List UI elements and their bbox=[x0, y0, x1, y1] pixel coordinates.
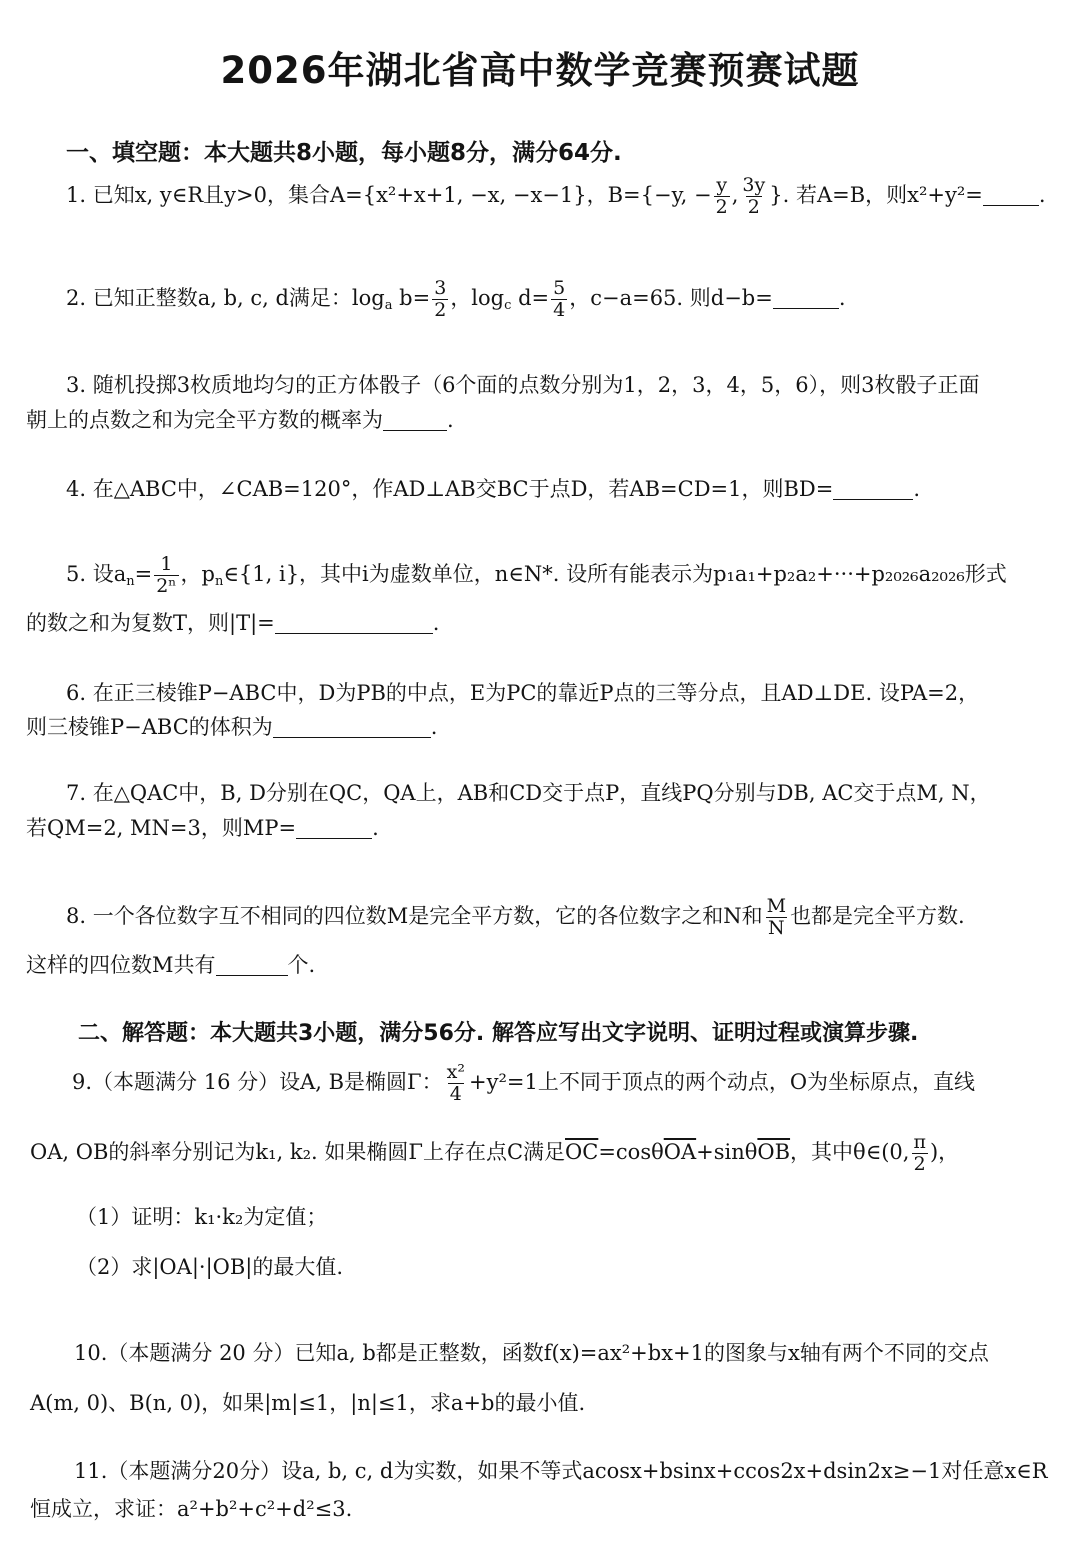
question-5-line-2: 的数之和为复数T，则|T|= . bbox=[26, 611, 440, 635]
question-6-line-2: 则三棱锥P−ABC的体积为 . bbox=[26, 715, 438, 739]
question-10-line-1: 10.（本题满分 20 分）已知a, b都是正整数，函数f(x)=ax²+bx+1的图象与x轴有两个不同的交点 bbox=[74, 1341, 989, 1365]
q2-answer-blank[interactable] bbox=[773, 286, 839, 309]
q9-text-l2e: )， bbox=[929, 1140, 960, 1164]
q1-text-post: }. 若A=B，则x²+y²= bbox=[769, 183, 983, 207]
q9-text-l2d: ，其中θ∈(0, bbox=[790, 1140, 910, 1164]
q9-vector-ob: $\overline{OB}$ bbox=[757, 1140, 791, 1164]
question-7-line-1: 7. 在△QAC中，B, D分别在QC，QA上，AB和CD交于点P，直线PQ分别与DB, AC交于点M, N， bbox=[66, 781, 991, 805]
q5-answer-blank[interactable] bbox=[275, 611, 433, 634]
q9-text-l2b: =cosθ bbox=[598, 1140, 664, 1164]
question-2: 2. 已知正整数a, b, c, d满足：$\log_a b=$ $\frac{3}{2}$ ，$\log_c d=$ $\frac{5}{4}$ ，c−a=65. 则d−b= . bbox=[66, 277, 846, 321]
question-8-line-1 bbox=[66, 896, 965, 939]
q4-answer-blank[interactable] bbox=[833, 477, 913, 500]
q7-answer-blank[interactable] bbox=[296, 816, 372, 839]
question-11-line-1: 11.（本题满分20分）设a, b, c, d为实数，如果不等式acosx+bsinx+ccos2x+dsin2x≥−1对任意x∈R bbox=[74, 1459, 1048, 1483]
q8-text-l2a: 这样的四位数M共有 bbox=[26, 953, 216, 977]
question-11-line-2: 恒成立，求证：a²+b²+c²+d²≤3. bbox=[30, 1497, 353, 1521]
q6-answer-blank[interactable] bbox=[273, 715, 431, 738]
q9-vector-oc: $\overline{OC}$ bbox=[565, 1140, 599, 1164]
q8-answer-blank[interactable] bbox=[216, 953, 288, 976]
page-title: 2026年湖北省高中数学竞赛预赛试题 bbox=[220, 49, 860, 92]
section-heading-solutions: 二、解答题：本大题共3小题，满分56分. 解答应写出文字说明、证明过程或演算步骤. bbox=[78, 1021, 919, 1046]
q8-text-post: 也都是完全平方数. bbox=[790, 904, 965, 928]
q9-text-l2a: OA, OB的斜率分别记为k₁, k₂. 如果椭圆Γ上存在点C满足 bbox=[30, 1140, 566, 1164]
q9-text-post: +y²=1上不同于顶点的两个动点，O为坐标原点，直线 bbox=[468, 1070, 976, 1094]
q8-text-l2b: 个. bbox=[287, 953, 316, 977]
q2-log-base-c: c bbox=[504, 298, 512, 313]
q5-sub-n: n bbox=[126, 574, 135, 589]
q2-text-post: ，c−a=65. 则d−b= bbox=[569, 286, 773, 310]
q9-fraction-x2-over-4: $\frac{\text{x²}}{4}$ bbox=[446, 1061, 465, 1105]
q7-text: 若QM=2, MN=3，则MP= bbox=[26, 816, 297, 840]
q5-eq: = bbox=[134, 562, 153, 586]
q5-text-mid: ，p bbox=[180, 562, 215, 586]
q2-fraction-3-over-2: $\frac{3}{2}$ bbox=[434, 277, 447, 321]
q5-fraction-1-over-2n: $\frac{1}{\text{2ⁿ}}$ bbox=[156, 553, 177, 597]
question-8-line-2 bbox=[26, 950, 315, 980]
q2-text-mid3: d= bbox=[511, 286, 550, 310]
question-7-line-2: 若QM=2, MN=3，则MP= . bbox=[26, 816, 379, 840]
q9-vector-oa: $\overline{OA}$ bbox=[663, 1140, 697, 1164]
question-9-line-2 bbox=[30, 1132, 959, 1175]
question-9-line-1 bbox=[72, 1062, 975, 1105]
q8-fraction-M-over-N: $\frac{M}{N}$ bbox=[766, 895, 787, 939]
q2-log-base-a: a bbox=[384, 298, 393, 313]
q2-text-mid2: ，log bbox=[450, 286, 505, 310]
question-3-line-1: 3. 随机投掷3枚质地均匀的正方体骰子（6个面的点数分别为1，2，3，4，5，6），则3枚骰子正面 bbox=[66, 373, 980, 397]
q9-text-pre: 9.（本题满分 16 分）设A, B是椭圆Γ： bbox=[72, 1070, 443, 1094]
q1-text-pre: 1. 已知x, y∈R且y>0，集合A={x²+x+1, −x, −x−1}，B={−y, − bbox=[66, 183, 712, 207]
q9-text-l2c: +sinθ bbox=[696, 1140, 758, 1164]
q8-text-pre: 8. 一个各位数字互不相同的四位数M是完全平方数，它的各位数字之和N和 bbox=[66, 904, 763, 928]
q3-text: 朝上的点数之和为完全平方数的概率为 bbox=[26, 408, 383, 432]
q5-sub-n2: n bbox=[214, 574, 224, 589]
q6-text: 则三棱锥P−ABC的体积为 bbox=[26, 715, 273, 739]
q3-answer-blank[interactable] bbox=[383, 408, 447, 431]
q5-text-l2: 的数之和为复数T，则|T|= bbox=[26, 611, 275, 635]
section-heading-fill-in: 一、填空题：本大题共8小题，每小题8分，满分64分. bbox=[66, 140, 622, 166]
q2-text-mid1: b= bbox=[392, 286, 431, 310]
question-1: 1. 已知x, y∈R且y>0，集合A={x²+x+1, −x, −x−1}，B={−y, − $\frac{y}{2}$ , $\frac{3y}{2}$ }. 若A=B，则x²+y²= . bbox=[66, 174, 1046, 218]
q4-text: 4. 在△ABC中，∠CAB=120°，作AD⊥AB交BC于点D，若AB=CD=1，则BD= bbox=[66, 477, 834, 501]
question-4: 4. 在△ABC中，∠CAB=120°，作AD⊥AB交BC于点D，若AB=CD=1，则BD= . bbox=[66, 477, 921, 501]
q2-text-pre: 2. 已知正整数a, b, c, d满足：log bbox=[66, 286, 385, 310]
question-5-line-1 bbox=[66, 554, 1007, 597]
q1-answer-blank[interactable] bbox=[983, 183, 1039, 206]
question-9-part-2: （2）求|OA|·|OB|的最大值. bbox=[76, 1255, 344, 1279]
q5-text-post: ∈{1, i}，其中i为虚数单位，n∈N*. 设所有能表示为p₁a₁+p₂a₂+···+p₂₀₂₆a₂₀₂₆形式 bbox=[223, 562, 1007, 586]
question-10-line-2: A(m, 0)、B(n, 0)，如果|m|≤1，|n|≤1，求a+b的最小值. bbox=[30, 1391, 586, 1415]
q1-fraction-y-over-2: $\frac{y}{2}$ bbox=[715, 174, 728, 218]
q1-fraction-3y-over-2: $\frac{3y}{2}$ bbox=[742, 174, 766, 218]
q5-text-pre: 5. 设a bbox=[66, 562, 127, 586]
question-3-line-2: 朝上的点数之和为完全平方数的概率为 . bbox=[26, 408, 454, 432]
q9-fraction-pi-over-2: $\frac{\pi}{2}$ bbox=[913, 1131, 926, 1175]
question-9-part-1: （1）证明：k₁·k₂为定值； bbox=[76, 1205, 328, 1229]
q2-fraction-5-over-4: $\frac{5}{4}$ bbox=[553, 277, 566, 321]
question-6-line-1: 6. 在正三棱锥P−ABC中，D为PB的中点，E为PC的靠近P点的三等分点，且AD⊥DE. 设PA=2， bbox=[66, 681, 980, 705]
